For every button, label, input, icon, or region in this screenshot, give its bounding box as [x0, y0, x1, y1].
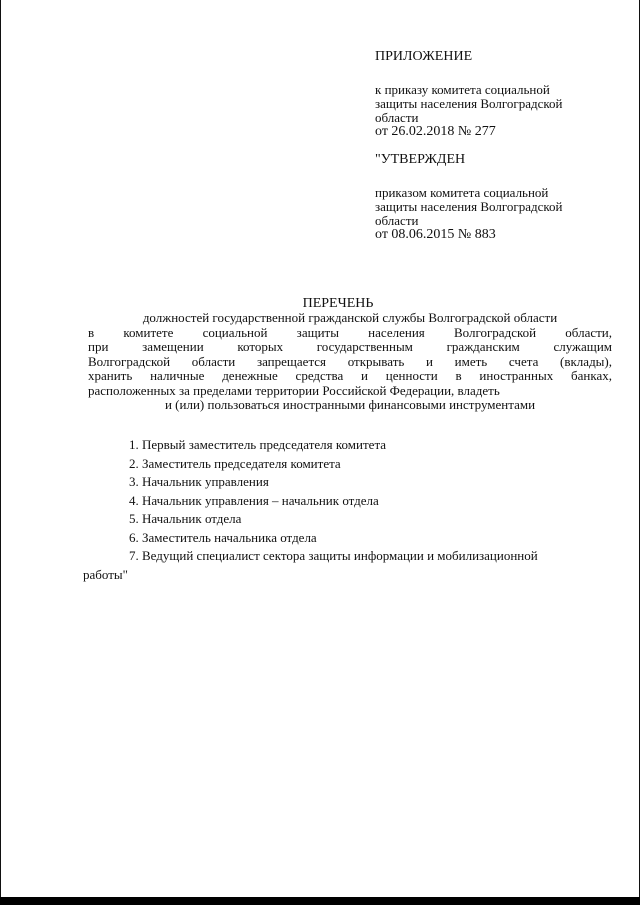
appendix-line: к приказу комитета социальной [375, 82, 550, 97]
subtitle-line: и (или) пользоваться иностранными финансовыми инструментами [164, 397, 536, 412]
approved-line: защиты населения Волгоградской [375, 199, 563, 214]
appendix-block [375, 50, 625, 242]
list-item: 4. Начальник управления – начальник отдела [129, 492, 379, 508]
list-item-continuation: работы" [83, 566, 128, 582]
approved-line: приказом комитета социальной [375, 185, 549, 200]
list-item: 5. Начальник отдела [129, 511, 242, 526]
appendix-line: области [375, 110, 419, 125]
list-item: 1. Первый заместитель председателя комитета [129, 437, 387, 452]
list-item: 7. Ведущий специалист сектора защиты информации и мобилизационной [129, 548, 538, 563]
subtitle-line: расположенных за пределами территории Российской Федерации, владеть [88, 382, 500, 398]
approved-date-number: от 08.06.2015 № 883 [375, 227, 496, 242]
appendix-heading: ПРИЛОЖЕНИЕ [375, 49, 473, 64]
document-subtitle [88, 311, 612, 413]
subtitle-line: при замещении которых государственным гражданским служащим [88, 339, 612, 354]
list-item: 3. Начальник управления [129, 474, 269, 489]
subtitle-line: хранить наличные денежные средства и ценности в иностранных банках, [88, 368, 612, 383]
subtitle-line: в комитете социальной защиты населения Волгоградской области, [88, 324, 612, 340]
subtitle-line: Волгоградской области запрещается открывать и иметь счета (вклады), [88, 353, 612, 369]
subtitle-line: должностей государственной гражданской службы Волгоградской области [142, 310, 558, 325]
document-title: ПЕРЕЧЕНЬ [302, 296, 374, 311]
list-item: 6. Заместитель начальника отдела [129, 529, 317, 545]
appendix-line: защиты населения Волгоградской [375, 96, 563, 111]
appendix-date-number: от 26.02.2018 № 277 [375, 124, 496, 139]
positions-list [0, 436, 640, 584]
page-bottom-border [0, 897, 640, 905]
list-item: 2. Заместитель председателя комитета [129, 455, 341, 471]
approved-line: области [375, 213, 419, 228]
approved-heading: "УТВЕРЖДЕН [375, 152, 466, 167]
